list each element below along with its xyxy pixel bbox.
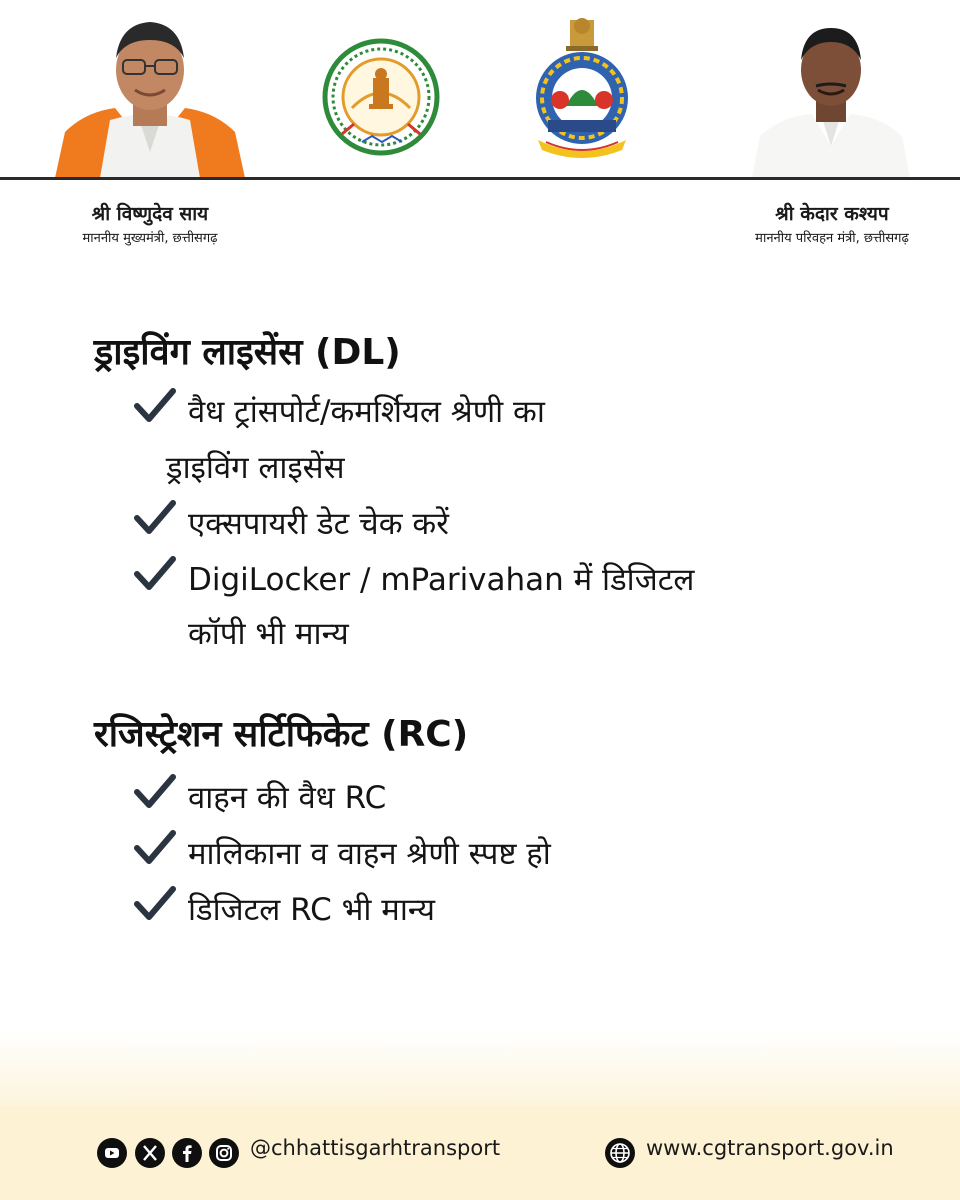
- facebook-icon[interactable]: [172, 1138, 202, 1168]
- transport-minister-role: माननीय परिवहन मंत्री, छत्तीसगढ़: [755, 231, 909, 246]
- rc-item-1-text: वाहन की वैध RC: [188, 780, 387, 816]
- youtube-icon[interactable]: [97, 1138, 127, 1168]
- header: [0, 0, 960, 250]
- dl-item-1-text: वैध ट्रांसपोर्ट/कमर्शियल श्रेणी का: [188, 394, 545, 430]
- chief-minister-portrait: [55, 12, 245, 178]
- rc-item-2-text: मालिकाना व वाहन श्रेणी स्पष्ट हो: [188, 836, 551, 872]
- dl-item-2-text: एक्सपायरी डेट चेक करें: [188, 506, 449, 542]
- x-icon[interactable]: [135, 1138, 165, 1168]
- chhattisgarh-govt-emblem-icon: [322, 38, 440, 156]
- check-icon: [134, 828, 176, 868]
- website-link[interactable]: www.cgtransport.gov.in: [646, 1136, 894, 1160]
- dl-section-title: ड्राइविंग लाइसेंस (DL): [94, 332, 401, 373]
- check-icon: [134, 498, 176, 538]
- chhattisgarh-transport-emblem-icon: [528, 16, 636, 162]
- check-icon: [134, 772, 176, 812]
- instagram-icon[interactable]: [209, 1138, 239, 1168]
- globe-icon: [605, 1138, 635, 1168]
- chief-minister-name: श्री विष्णुदेव साय: [91, 203, 209, 225]
- dl-item-3-text-line2: कॉपी भी मान्य: [188, 616, 349, 652]
- footer-fade: [0, 1030, 960, 1106]
- social-handle[interactable]: @chhattisgarhtransport: [250, 1136, 501, 1160]
- dl-item-3-text: DigiLocker / mParivahan में डिजिटल: [188, 562, 695, 598]
- header-divider: [0, 177, 960, 180]
- check-icon: [134, 884, 176, 924]
- check-icon: [134, 386, 176, 426]
- rc-item-3-text: डिजिटल RC भी मान्य: [188, 892, 436, 928]
- transport-minister-portrait: [752, 18, 910, 178]
- transport-minister-name: श्री केदार कश्यप: [775, 203, 889, 225]
- dl-item-1-text-line2: ड्राइविंग लाइसेंस: [166, 450, 345, 486]
- chief-minister-role: माननीय मुख्यमंत्री, छत्तीसगढ़: [82, 231, 218, 246]
- check-icon: [134, 554, 176, 594]
- rc-section-title: रजिस्ट्रेशन सर्टिफिकेट (RC): [94, 714, 469, 755]
